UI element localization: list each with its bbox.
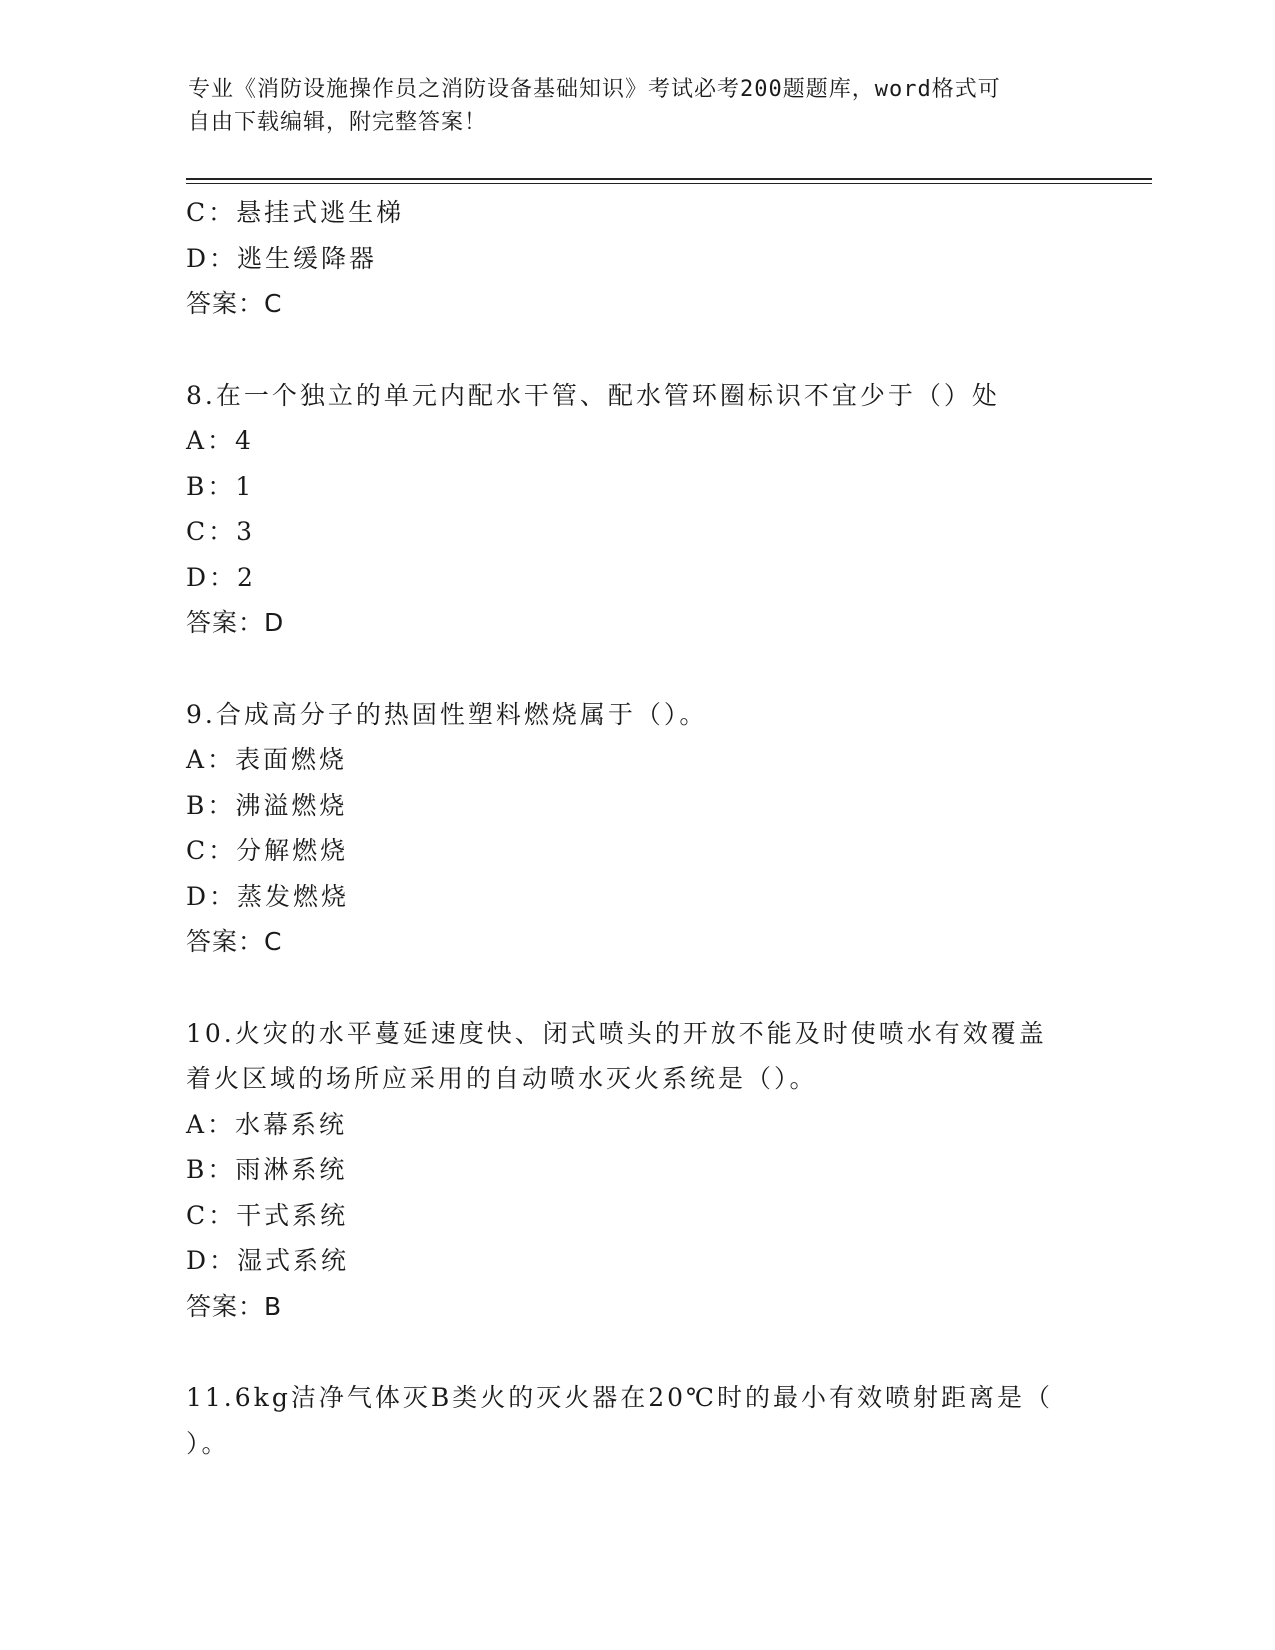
- header-line-2: 自由下载编辑，附完整答案！: [188, 110, 488, 135]
- option-c: C：3: [186, 517, 256, 546]
- answer-line: 答案：B: [186, 1291, 283, 1321]
- option-d: D：蒸发燃烧: [186, 881, 350, 911]
- question-block-7: [186, 190, 1086, 327]
- option-c: C：干式系统: [186, 1200, 349, 1230]
- question-title-line-1: 10.火灾的水平蔓延速度快、闭式喷头的开放不能及时使喷水有效覆盖: [186, 1018, 1047, 1048]
- question-title-line-2: 着火区域的场所应采用的自动喷水灭火系统是（）。: [186, 1064, 818, 1093]
- header-rule-thick: [186, 178, 1152, 180]
- question-title: 9.合成高分子的热固性塑料燃烧属于（）。: [186, 699, 708, 729]
- header-line-1: 专业《消防设施操作员之消防设备基础知识》考试必考200题题库，word格式可: [188, 77, 1001, 102]
- question-title-line-2: ）。: [186, 1428, 230, 1458]
- answer-line: 答案：C: [186, 927, 283, 956]
- question-title-line-1: 11.6kg洁净气体灭B类火的灭火器在20℃时的最小有效喷射距离是（: [186, 1383, 1053, 1412]
- question-list: [186, 190, 1086, 1466]
- option-b: B：沸溢燃烧: [186, 790, 348, 820]
- option-d: D：湿式系统: [186, 1246, 350, 1275]
- question-title: 8.在一个独立的单元内配水干管、配水管环圈标识不宜少于（）处: [186, 380, 1000, 410]
- spacer: [186, 1329, 1086, 1375]
- document-header: [188, 73, 1068, 139]
- question-block-9: [186, 692, 1086, 965]
- option-d: D：2: [186, 562, 256, 592]
- option-c: C：分解燃烧: [186, 836, 349, 865]
- question-block-10: [186, 1011, 1086, 1330]
- option-a: A：表面燃烧: [186, 745, 348, 774]
- answer-line: 答案：D: [186, 608, 285, 637]
- question-block-11: [186, 1375, 1086, 1466]
- spacer: [186, 327, 1086, 373]
- option-b: B：雨淋系统: [186, 1155, 348, 1184]
- option-a: A：4: [186, 426, 254, 455]
- option-a: A：水幕系统: [186, 1109, 348, 1139]
- question-block-8: [186, 373, 1086, 646]
- option-b: B：1: [186, 471, 255, 501]
- answer-line: 答案：C: [186, 289, 283, 318]
- spacer: [186, 965, 1086, 1011]
- option-d: D：逃生缓降器: [186, 243, 378, 273]
- option-c: C：悬挂式逃生梯: [186, 198, 405, 227]
- spacer: [186, 646, 1086, 692]
- header-rule-thin: [186, 183, 1152, 184]
